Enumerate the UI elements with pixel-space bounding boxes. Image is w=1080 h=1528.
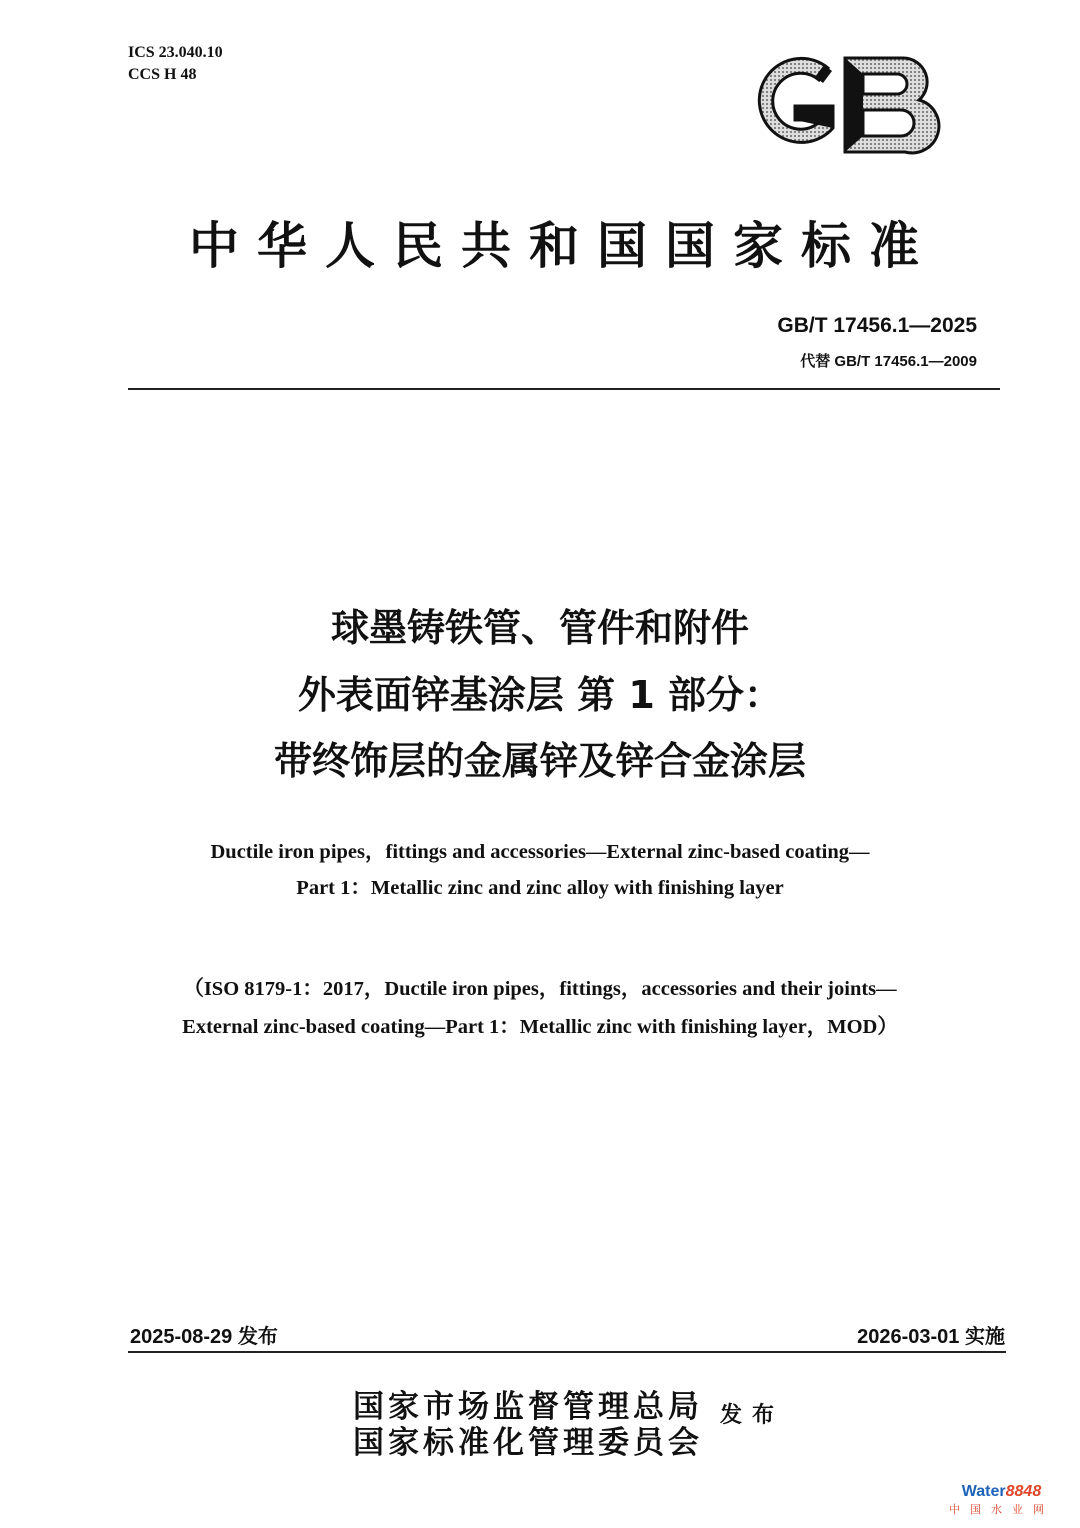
effective-date: 2026-03-01 实施: [857, 1326, 1005, 1348]
watermark-brand: [949, 1483, 1054, 1501]
english-title-line-1: Ductile iron pipes，fittings and accessories—External zinc-based coating—: [210, 841, 870, 863]
issued-by-label: 发布: [720, 1402, 785, 1428]
issue-date: 2025-08-29 发布: [130, 1326, 278, 1348]
chinese-title-line-2: 外表面锌基涂层 第 1 部分：: [297, 673, 783, 717]
chinese-title-line-1: 球墨铸铁管、管件和附件: [330, 606, 749, 650]
gb-logo: [733, 50, 943, 160]
watermark-brand-a: Water: [961, 1483, 1006, 1500]
iso-reference-line-2: External zinc-based coating—Part 1：Metallic zinc with finishing layer，MOD）: [182, 1016, 898, 1038]
classification-codes: [128, 42, 223, 86]
header-divider: [128, 388, 1000, 390]
watermark-tagline: 中国水业网: [949, 1503, 1054, 1516]
footer-divider: [128, 1351, 1006, 1353]
issuer-samr: 国家市场监督管理总局: [353, 1389, 703, 1425]
ics-code: ICS 23.040.10: [128, 44, 223, 61]
watermark-brand-b: 8848: [1005, 1483, 1042, 1500]
ccs-code: CCS H 48: [128, 66, 197, 83]
iso-reference-line-1: （ISO 8179-1：2017，Ductile iron pipes，fittings，accessories and their joints—: [183, 978, 897, 1000]
replaces-standard: 代替 GB/T 17456.1—2009: [800, 353, 977, 370]
national-standard-title: 中华人民共和国国家标准: [189, 216, 937, 275]
standard-number: GB/T 17456.1—2025: [777, 314, 977, 337]
english-title-line-2: Part 1：Metallic zinc and zinc alloy with finishing layer: [296, 877, 784, 899]
issuer-sac: 国家标准化管理委员会: [353, 1425, 703, 1461]
chinese-title-line-3: 带终饰层的金属锌及锌合金涂层: [273, 739, 806, 783]
watermark-logo: [949, 1483, 1054, 1517]
